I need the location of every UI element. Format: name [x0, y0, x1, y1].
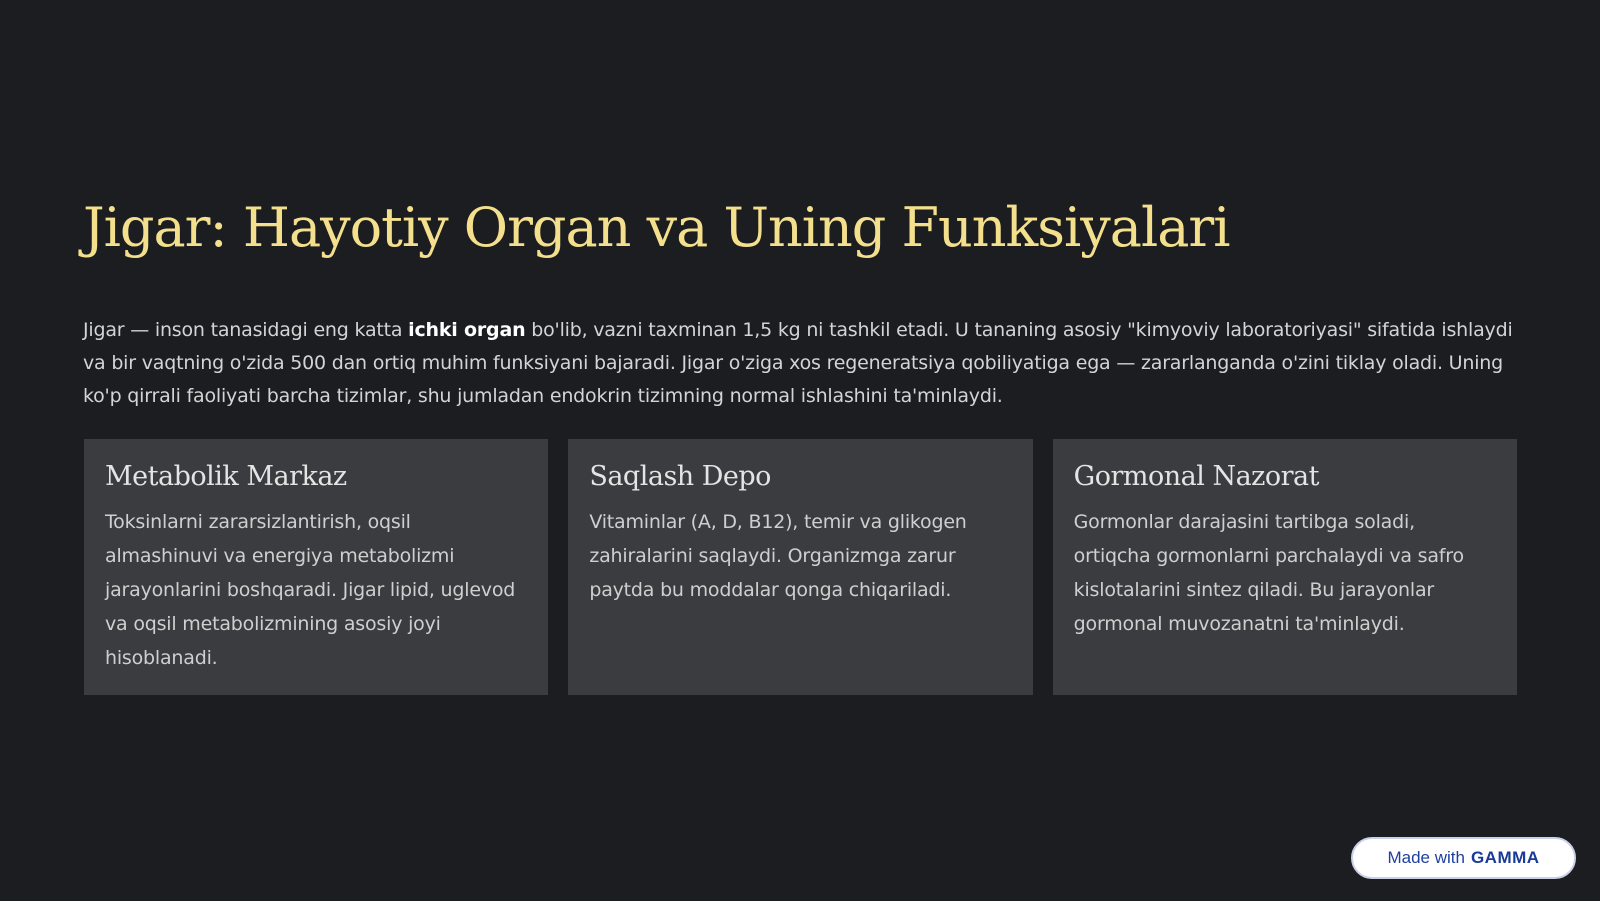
gamma-logo: GAMMA: [1470, 848, 1540, 867]
card-text: Gormonlar darajasini tartibga soladi, ortiqcha gormonlarni parchalaydi va safro kislotalarini sintez qiladi. Bu jarayonlar gormonal muvozanatni ta'minlaydi.: [1073, 511, 1464, 635]
card-saqlash-depo: [568, 439, 1032, 695]
card-text: Toksinlarni zararsizlantirish, oqsil almashinuvi va energiya metabolizmi jarayonlarini boshqaradi. Jigar lipid, uglevod va oqsil metabolizmining asosiy joyi hisoblanadi.: [105, 511, 516, 669]
intro-text-start: Jigar — inson tanasidagi eng katta: [83, 319, 409, 341]
card-metabolik-markaz: [84, 439, 548, 695]
intro-paragraph: [83, 314, 1523, 413]
badge-prefix: Made with: [1387, 848, 1465, 867]
card-title: Gormonal Nazorat: [1073, 461, 1320, 492]
intro-text-rest: bo'lib, vazni taxminan 1,5 kg ni tashkil etadi. U tananing asosiy "kimyoviy laboratoriyasi" sifatida ishlaydi va bir vaqtning o'zida 500 dan ortiq muhim funksiyani bajaradi. Jigar o'ziga xos regeneratsiya qobiliyatiga ega — zararlanganda o'zini tiklay oladi. Uning ko'p qirrali faoliyati barcha tizimlar, shu jumladan endokrin tizimning normal ishlashini ta'minlaydi.: [83, 319, 1513, 407]
card-title: Saqlash Depo: [589, 461, 771, 492]
card-title: Metabolik Markaz: [105, 461, 347, 492]
card-gormonal-nazorat: [1053, 439, 1517, 695]
made-with-gamma-badge[interactable]: [1351, 837, 1576, 879]
feature-cards: [84, 439, 1517, 695]
card-text: Vitaminlar (A, D, B12), temir va glikogen zahiralarini saqlaydi. Organizmga zarur paytda bu moddalar qonga chiqariladi.: [589, 511, 967, 601]
intro-highlight: ichki organ: [408, 319, 526, 341]
slide-title: Jigar: Hayotiy Organ va Uning Funksiyalari: [83, 196, 1230, 259]
